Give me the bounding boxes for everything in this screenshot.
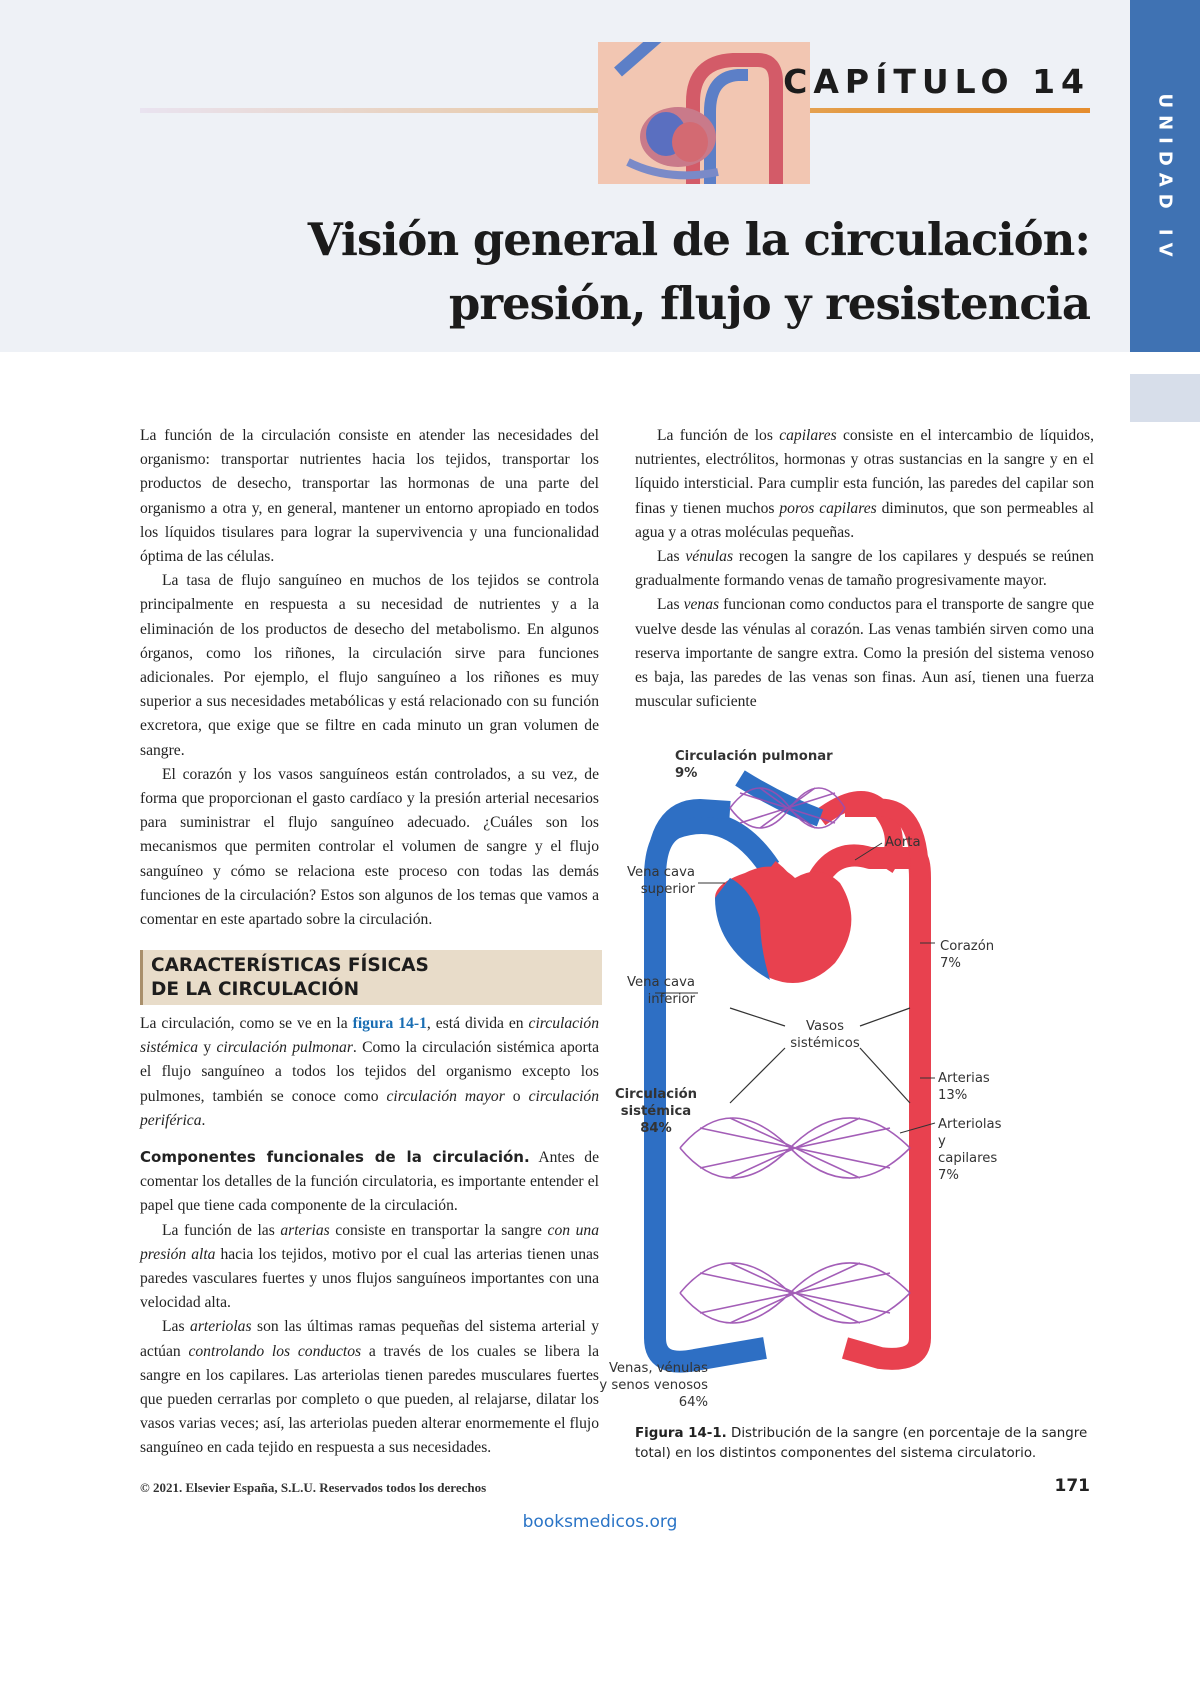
label-systemic-circulation: Circulación sistémica 84% bbox=[614, 1087, 698, 1136]
subheading: Componentes funcionales de la circulación. bbox=[140, 1148, 530, 1167]
section-paragraph-1: La circulación, como se ve en la figura 14-1, está divida en circulación sistémica y circulación pulmonar. Como la circulación sistémica aporta el flujo sanguíneo a todos los tejidos del organismo excepto los pulmones, también se conoce como circulación mayor o circulación periférica. bbox=[140, 1015, 600, 1129]
label-arteries: Arterias 13% bbox=[938, 1071, 990, 1103]
right-paragraph-1: La función de los capilares consiste en el intercambio de líquidos, nutrientes, electrólitos, hormonas y otras sustancias en la sangre y en el líquido intersticial. Para cumplir esta función, las paredes del capilar son finas y tienen muchos poros capilares diminutos, que son permeables al agua y a otras moléculas pequeñas. bbox=[635, 427, 1094, 541]
right-paragraph-3: Las venas funcionan como conductos para el transporte de sangre que vuelve desde las vénulas al corazón. Las venas también sirven como una reserva importante de sangre extra. Como la presión del sistema venoso es baja, las paredes de las venas son finas. Aun así, tienen una fuerza muscular suficiente bbox=[635, 596, 1094, 711]
chapter-heart-illustration bbox=[598, 42, 810, 184]
paragraph-1: La función de la circulación consiste en atender las necesidades del organismo: transportar nutrientes hacia los tejidos, transportar los productos de desecho, transportar las hormonas de una parte del organismo a otra y, en general, mantener un entorno apropiado en todos los líquidos tisulares para lograr la supervivencia y una funcionalidad óptima de las células. bbox=[140, 427, 599, 566]
left-column-section bbox=[140, 1012, 599, 1461]
title-line-1: Visión general de la circulación: bbox=[307, 213, 1090, 266]
label-heart: Corazón 7% bbox=[940, 939, 995, 971]
section-heading bbox=[140, 950, 602, 1005]
figure-link[interactable]: figura 14-1 bbox=[352, 1015, 427, 1032]
label-arterioles-capillaries: Arteriolas y capilares 7% bbox=[938, 1117, 1002, 1183]
section-paragraph-4: Las arteriolas son las últimas ramas pequeñas del sistema arterial y actúan controlando los conductos a través de los cuales se libera la sangre en los capilares. Las arteriolas tienen paredes musculares fuertes que pueden cerrarlas por completo o que pueden, al relajarse, dilatar los vasos varias veces; así, las arteriolas pueden alterar enormemente el flujo sanguíneo en cada tejido en respuesta a sus necesidades. bbox=[140, 1318, 599, 1457]
section-heading-line-1: CARACTERÍSTICAS FÍSICAS bbox=[151, 955, 429, 976]
page-number: 171 bbox=[1054, 1476, 1090, 1496]
section-paragraph-3: La función de las arterias consiste en transportar la sangre con una presión alta hacia los tejidos, motivo por el cual las arterias tienen unas paredes vasculares fuertes y unos flujos sanguíneos importantes con una velocidad alta. bbox=[140, 1221, 600, 1312]
left-column-intro bbox=[140, 424, 599, 932]
section-heading-line-2: DE LA CIRCULACIÓN bbox=[151, 979, 360, 1000]
section-paragraph-2: Componentes funcionales de la circulación. Antes de comentar los detalles de la función circulatoria, es importante entender el papel que tiene cada componente de la circulación. bbox=[140, 1148, 599, 1215]
copyright: © 2021. Elsevier España, S.L.U. Reservados todos los derechos bbox=[140, 1480, 487, 1495]
label-pulmonary-circulation: Circulación pulmonar bbox=[675, 749, 833, 764]
circulation-figure bbox=[599, 748, 1100, 1410]
unit-tab-secondary bbox=[1130, 374, 1200, 422]
label-systemic-vessels: Vasos sistémicos bbox=[790, 1019, 860, 1051]
unit-tab bbox=[1130, 0, 1200, 352]
right-column bbox=[635, 424, 1094, 714]
paragraph-2: La tasa de flujo sanguíneo en muchos de los tejidos se controla principalmente en respuesta a su necesidad de nutrientes y a la eliminación de los productos de desecho del metabolismo. En algunos órganos, como los riñones, la circulación sirve para funciones adicionales. Por ejemplo, el flujo sanguíneo a los riñones es muy superior a sus necesidades metabólicas y está relacionado con su función excretora, que exige que se filtre en cada minuto un gran volumen de sangre. bbox=[140, 572, 599, 759]
circulation-diagram bbox=[620, 748, 1100, 1398]
unit-label: UNIDAD IV bbox=[1154, 93, 1176, 264]
chapter-label: CAPÍTULO 14 bbox=[783, 62, 1090, 101]
paragraph-3: El corazón y los vasos sanguíneos están controlados, a su vez, de forma que proporcionan el gasto cardíaco y la presión arterial necesarios para suministrar el flujo sanguíneo adecuado. ¿Cuáles son los mecanismos que permiten controlar el volumen de sangre y el flujo sanguíneo y cómo se relaciona este proceso con todas las demás funciones de la circulación? Estos son algunos de los temas que vamos a comentar en este apartado sobre la circulación. bbox=[140, 765, 599, 929]
page-title bbox=[308, 208, 1090, 336]
label-veins: Venas, vénulas y senos venosos 64% bbox=[599, 1361, 708, 1410]
title-line-2: presión, flujo y resistencia bbox=[448, 277, 1090, 330]
right-paragraph-2: Las vénulas recogen la sangre de los capilares y después se reúnen gradualmente formando venas de tamaño progresivamente mayor. bbox=[635, 548, 1094, 590]
pct-pulmonary: 9% bbox=[675, 766, 698, 781]
figure-caption: Figura 14-1. Distribución de la sangre (en porcentaje de la sangre total) en los distintos componentes del sistema circulatorio. bbox=[635, 1426, 1088, 1461]
label-aorta: Aorta bbox=[885, 835, 921, 850]
footer-link[interactable]: booksmedicos.org bbox=[522, 1512, 678, 1532]
label-vena-cava-superior: Vena cava superior bbox=[627, 865, 695, 897]
label-vena-cava-inferior: Vena cava inferior bbox=[627, 975, 695, 1007]
